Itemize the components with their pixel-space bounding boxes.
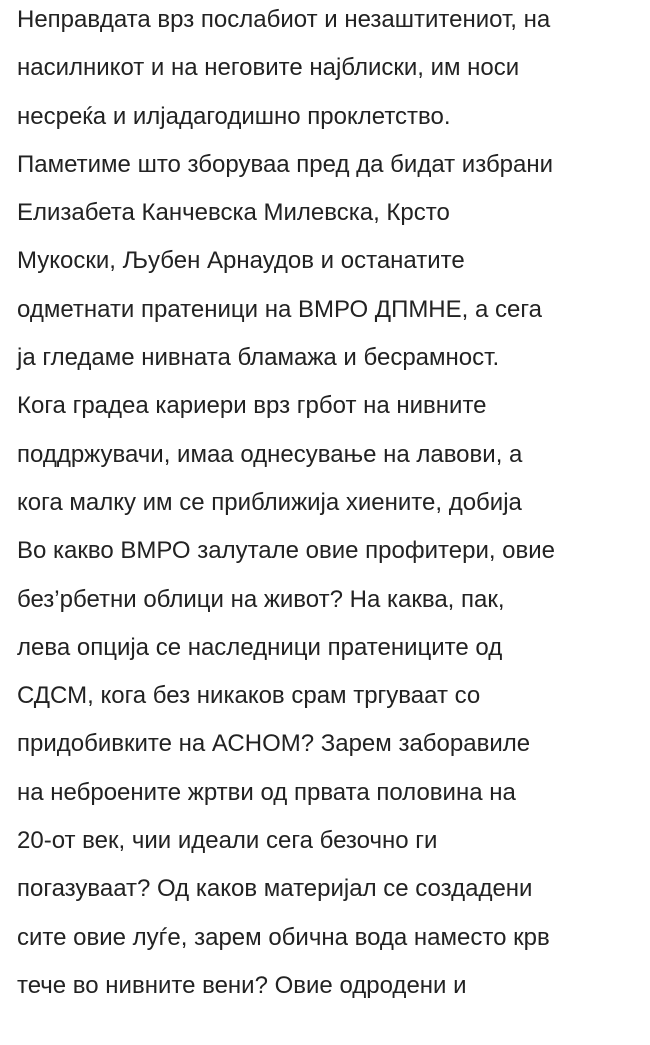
text-line: лева опција се наследници пратениците од bbox=[17, 633, 503, 661]
text-line: Кога градеа кариери врз грбот на нивните bbox=[17, 392, 487, 420]
text-line: сите овие луѓе, зарем обична вода наместо крв bbox=[17, 923, 550, 951]
text-line: ја гледаме нивната бламажа и бесрамност. bbox=[17, 344, 500, 372]
text-line: кога малку им се приближија хиените, добија bbox=[17, 488, 522, 516]
text-line: погазуваат? Од каков материјал се создадени bbox=[17, 875, 533, 903]
text-line: Паметиме што зборуваа пред да бидат избрани bbox=[17, 150, 554, 178]
text-line: Во какво ВМРО залутале овие профитери, овие bbox=[17, 537, 556, 565]
paragraph-3 bbox=[17, 527, 650, 1010]
text-line: без’рбетни облици на живот? На каква, пак, bbox=[17, 585, 505, 613]
text-line: несреќа и илјадагодишно проклетство. bbox=[17, 102, 451, 130]
paragraph-2 bbox=[17, 141, 650, 527]
text-line: Мукоски, Љубен Арнаудов и останатите bbox=[17, 247, 465, 275]
text-line: 20-от век, чии идеали сега безочно ги bbox=[17, 827, 438, 855]
text-line: на неброените жртви од првата половина на bbox=[17, 778, 516, 806]
text-line: насилникот и на неговите најблиски, им носи bbox=[17, 54, 520, 82]
text-line: Елизабета Канчевска Милевска, Крсто bbox=[17, 199, 450, 227]
text-line: одметнати пратеници на ВМРО ДПМНЕ, а сега bbox=[17, 295, 542, 323]
text-line: поддржувачи, имаа однесување на лавови, а bbox=[17, 440, 523, 468]
paragraph-1 bbox=[17, 0, 650, 141]
article-body bbox=[17, 0, 650, 1010]
text-line: придобивките на АСНОМ? Зарем заборавиле bbox=[17, 730, 531, 758]
text-line: тече во нивните вени? Овие одродени и bbox=[17, 971, 467, 999]
text-line: Неправдата врз послабиот и незаштитениот, на bbox=[17, 6, 551, 33]
text-line: СДСМ, кога без никаков срам тргуваат со bbox=[17, 682, 481, 710]
